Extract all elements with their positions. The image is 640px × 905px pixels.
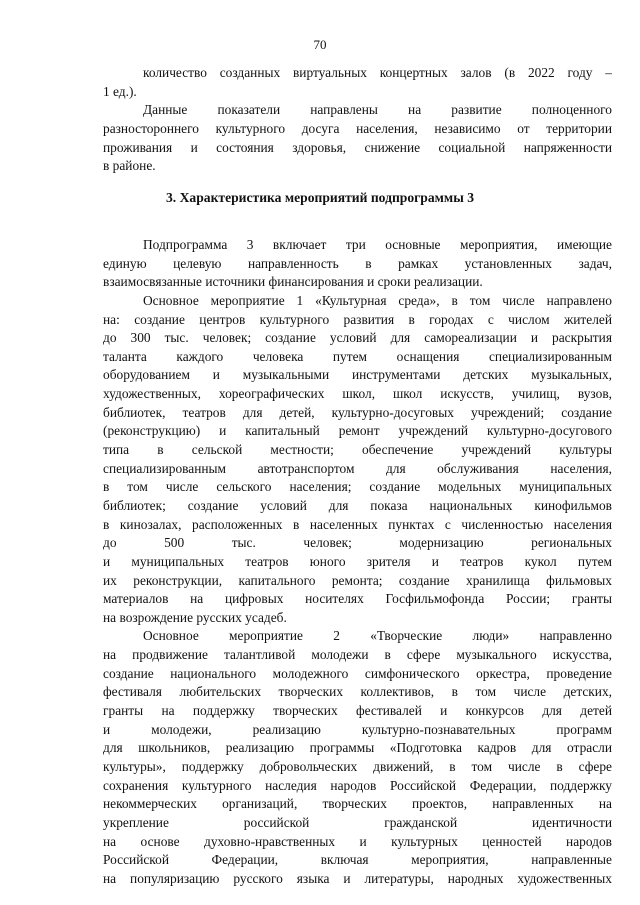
text-line: на основе духовно-нравственных и культурных ценностей народов [103,833,612,849]
page-number: 70 [313,37,327,52]
text-line: укрепление российской гражданской идентичности [103,814,612,830]
text-line: проживания и состояния здоровья, снижение социальной напряженности [103,139,612,155]
text-line: на продвижение талантливой молодежи в сфере музыкального искусства, [103,647,612,663]
text-line: в кинозалах, расположенных в населенных пунктах с численностью населения [103,516,612,532]
text-line: в том числе сельского населения; создание модельных муниципальных [103,479,612,495]
text-line: библиотек; создание условий для показа национальных кинофильмов [103,497,612,513]
text-line: Основное мероприятие 2 «Творческие люди» направленно [143,628,612,644]
text-line: взаимосвязанные источники финансирования и сроки реализации. [103,274,483,290]
text-line: их реконструкции, капитального ремонта; создание хранилища фильмовых [103,572,612,588]
text-line: Данные показатели направлены на развитие полноценного [143,102,612,118]
text-line: некоммерческих организаций, творческих проектов, направленных на [103,796,612,812]
text-line: на: создание центров культурного развития в городах с числом жителей [103,311,612,327]
text-line: разностороннего культурного досуга населения, независимо от территории [103,120,612,136]
text-line: создание национального молодежного симфонического оркестра, проведение [103,665,612,681]
text-line: на популяризацию русского языка и литературы, народных художественных [103,870,612,886]
text-line: специализированным автотранспортом для обслуживания населения, [103,460,612,476]
text-line: до 500 тыс. человек; модернизацию региональных [103,535,612,551]
text-line: гранты на поддержку творческих фестивалей и конкурсов для детей [103,703,612,719]
text-line: единую целевую направленность в рамках установленных задач, [103,255,612,271]
text-line: (реконструкцию) и капитальный ремонт учреждений культурно-досугового [103,423,612,439]
text-line: до 300 тыс. человек; создание условий для самореализации и раскрытия [103,330,612,346]
text-line: Подпрограмма 3 включает три основные мероприятия, имеющие [143,237,612,252]
text-line: для школьников, реализацию программы «Подготовка кадров для отрасли [103,740,612,756]
text-line: библиотек, театров для детей, культурно-досуговых учреждений; создание [103,404,612,420]
text-line: материалов на цифровых носителях Госфильмофонда России; гранты [103,591,612,607]
text-line: Российской Федерации, включая мероприятия, направленные [103,852,612,868]
text-line: 1 ед.). [103,83,137,99]
text-line: фестиваля любительских творческих коллективов, в том числе детских, [103,684,612,700]
text-line: на возрождение русских усадеб. [103,609,287,625]
text-line: таланта каждого человека путем оснащения специализированным [103,348,612,364]
text-line: и молодежи, реализацию культурно-познавательных программ [103,721,612,737]
section-heading: 3. Характеристика мероприятий подпрограммы 3 [166,190,474,205]
text-line: Основное мероприятие 1 «Культурная среда», в том числе направлено [143,292,612,308]
text-line: художественных, хореографических школ, школ искусств, училищ, вузов, [103,386,612,402]
text-line: сохранения культурного наследия народов Российской Федерации, поддержку [103,777,612,793]
paragraph-block-main [103,236,612,888]
text-line: оборудованием и музыкальными инструментами детских музыкальных, [103,367,612,383]
text-line: и муниципальных театров юного зрителя и театров кукол путем [103,553,612,569]
text-line: количество созданных виртуальных концертных залов (в 2022 году – [143,65,612,80]
text-line: типа в сельской местности; обеспечение учреждений культуры [103,442,612,458]
text-line: культуры», поддержку добровольческих движений, в том числе в сфере [103,758,612,774]
text-line: в районе. [103,158,156,174]
paragraph-block-intro [103,64,612,176]
